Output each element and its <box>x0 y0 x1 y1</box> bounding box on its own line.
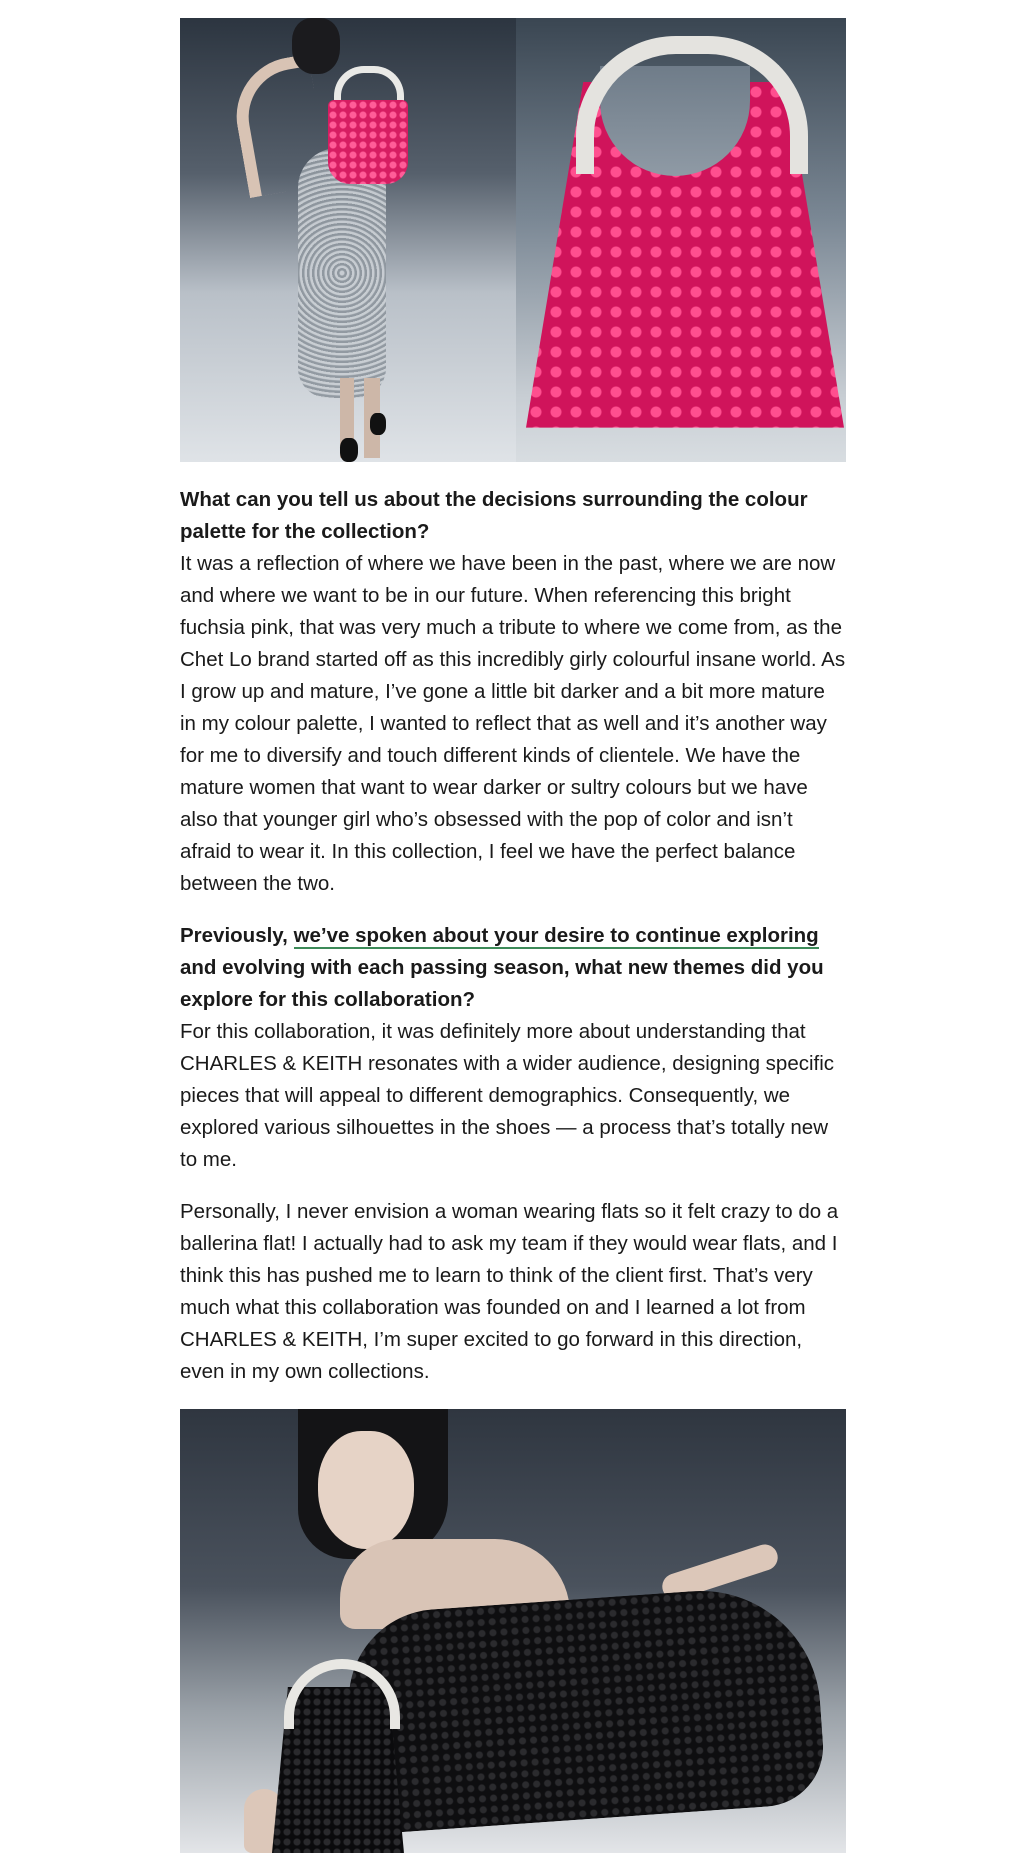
silver-dress <box>298 148 386 398</box>
paragraph-flats <box>180 1196 846 1388</box>
top-image-pair <box>180 18 846 462</box>
pink-spike-bag <box>328 100 408 184</box>
previous-interview-link[interactable]: we’ve spoken about your desire to continue exploring <box>293 924 819 947</box>
answer-paragraph: For this collaboration, it was definitely more about understanding that CHARLES & KEITH resonates with a wider audience, designing specific pieces that will appeal to different demographics. Consequently, we explored various silhouettes in the shoes — a process that’s totally new to me. <box>180 1020 835 1171</box>
answer-paragraph: It was a reflection of where we have been in the past, where we are now and where we want to be in our future. When referencing this bright fuchsia pink, that was very much a tribute to where we come from, as the Chet Lo brand started off as this incredibly girly colourful insane world. As I grow up and mature, I’ve gone a little bit darker and a bit more mature in my colour palette, I wanted to reflect that as well and it’s another way for me to diversify and touch different kinds of clientele. We have the mature women that want to wear darker or sultry colours but we have also that younger girl who’s obsessed with the pop of color and isn’t afraid to wear it. In this collection, I feel we have the perfect balance between the two. <box>180 552 846 895</box>
body-paragraph: Personally, I never envision a woman wearing flats so it felt crazy to do a ballerina flat! I actually had to ask my team if they would wear flats, and I think this has pushed me to learn to think of the client first. That’s very much what this collaboration was founded on and I learned a lot from CHARLES & KEITH, I’m super excited to go forward in this direction, even in my own collections. <box>180 1200 839 1383</box>
heel-shoe <box>340 438 358 462</box>
qa-colour-palette <box>180 484 846 900</box>
model-with-pink-bag-photo <box>180 18 516 462</box>
article <box>180 18 846 1853</box>
model-with-black-bag-photo <box>180 1409 846 1853</box>
black-spike-dress <box>343 1583 827 1835</box>
heel-shoe <box>370 413 386 435</box>
bag-handle-large <box>576 36 808 174</box>
pink-bag-closeup-photo <box>516 18 846 462</box>
qa-new-themes <box>180 920 846 1176</box>
question-heading: What can you tell us about the decisions surrounding the colour palette for the collection? <box>180 488 808 543</box>
model-head <box>292 18 340 74</box>
model-face <box>318 1431 414 1549</box>
question-suffix: and evolving with each passing season, what new themes did you explore for this collaboration? <box>180 956 824 1011</box>
question-prefix: Previously, <box>180 924 294 947</box>
question-heading <box>180 920 846 1016</box>
